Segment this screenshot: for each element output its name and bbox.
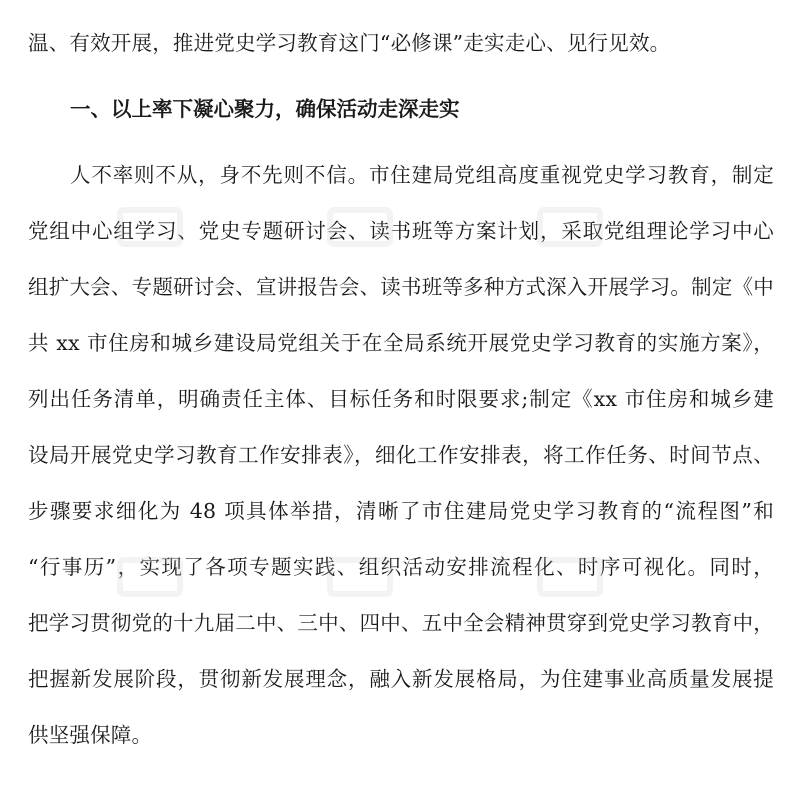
- paragraph-line: 温、有效开展，推进党史学习教育这门“必修课”走实走心、见行见效。: [28, 31, 671, 55]
- paragraph-line: 供坚强保障。: [28, 723, 153, 747]
- section-heading: 一、以上率下凝心聚力，确保活动走深走实: [70, 97, 460, 121]
- paragraph-line: 人不率则不从，身不先则不信。市住建局党组高度重视党史学习教育，制定: [70, 163, 774, 187]
- paragraph-line: 列出任务清单，明确责任主体、目标任务和时限要求;制定《xx 市住房和城乡建: [28, 387, 774, 411]
- paragraph-line: 组扩大会、专题研讨会、宣讲报告会、读书班等多种方式深入开展学习。制定《中: [28, 275, 774, 299]
- paragraph-line: 把学习贯彻党的十九届二中、三中、四中、五中全会精神贯穿到党史学习教育中，: [28, 611, 774, 635]
- paragraph-line: 设局开展党史学习教育工作安排表》，细化工作安排表，将工作任务、时间节点、: [28, 443, 774, 467]
- paragraph-line: “行事历”，实现了各项专题实践、组织活动安排流程化、时序可视化。同时，: [28, 555, 774, 579]
- paragraph-line: 党组中心组学习、党史专题研讨会、读书班等方案计划，采取党组理论学习中心: [28, 219, 774, 243]
- paragraph-line: 把握新发展阶段，贯彻新发展理念，融入新发展格局，为住建事业高质量发展提: [28, 667, 774, 691]
- paragraph-line: 共 xx 市住房和城乡建设局党组关于在全局系统开展党史学习教育的实施方案》，: [28, 331, 774, 355]
- paragraph-line: 步骤要求细化为 48 项具体举措，清晰了市住建局党史学习教育的“流程图”和: [28, 499, 774, 523]
